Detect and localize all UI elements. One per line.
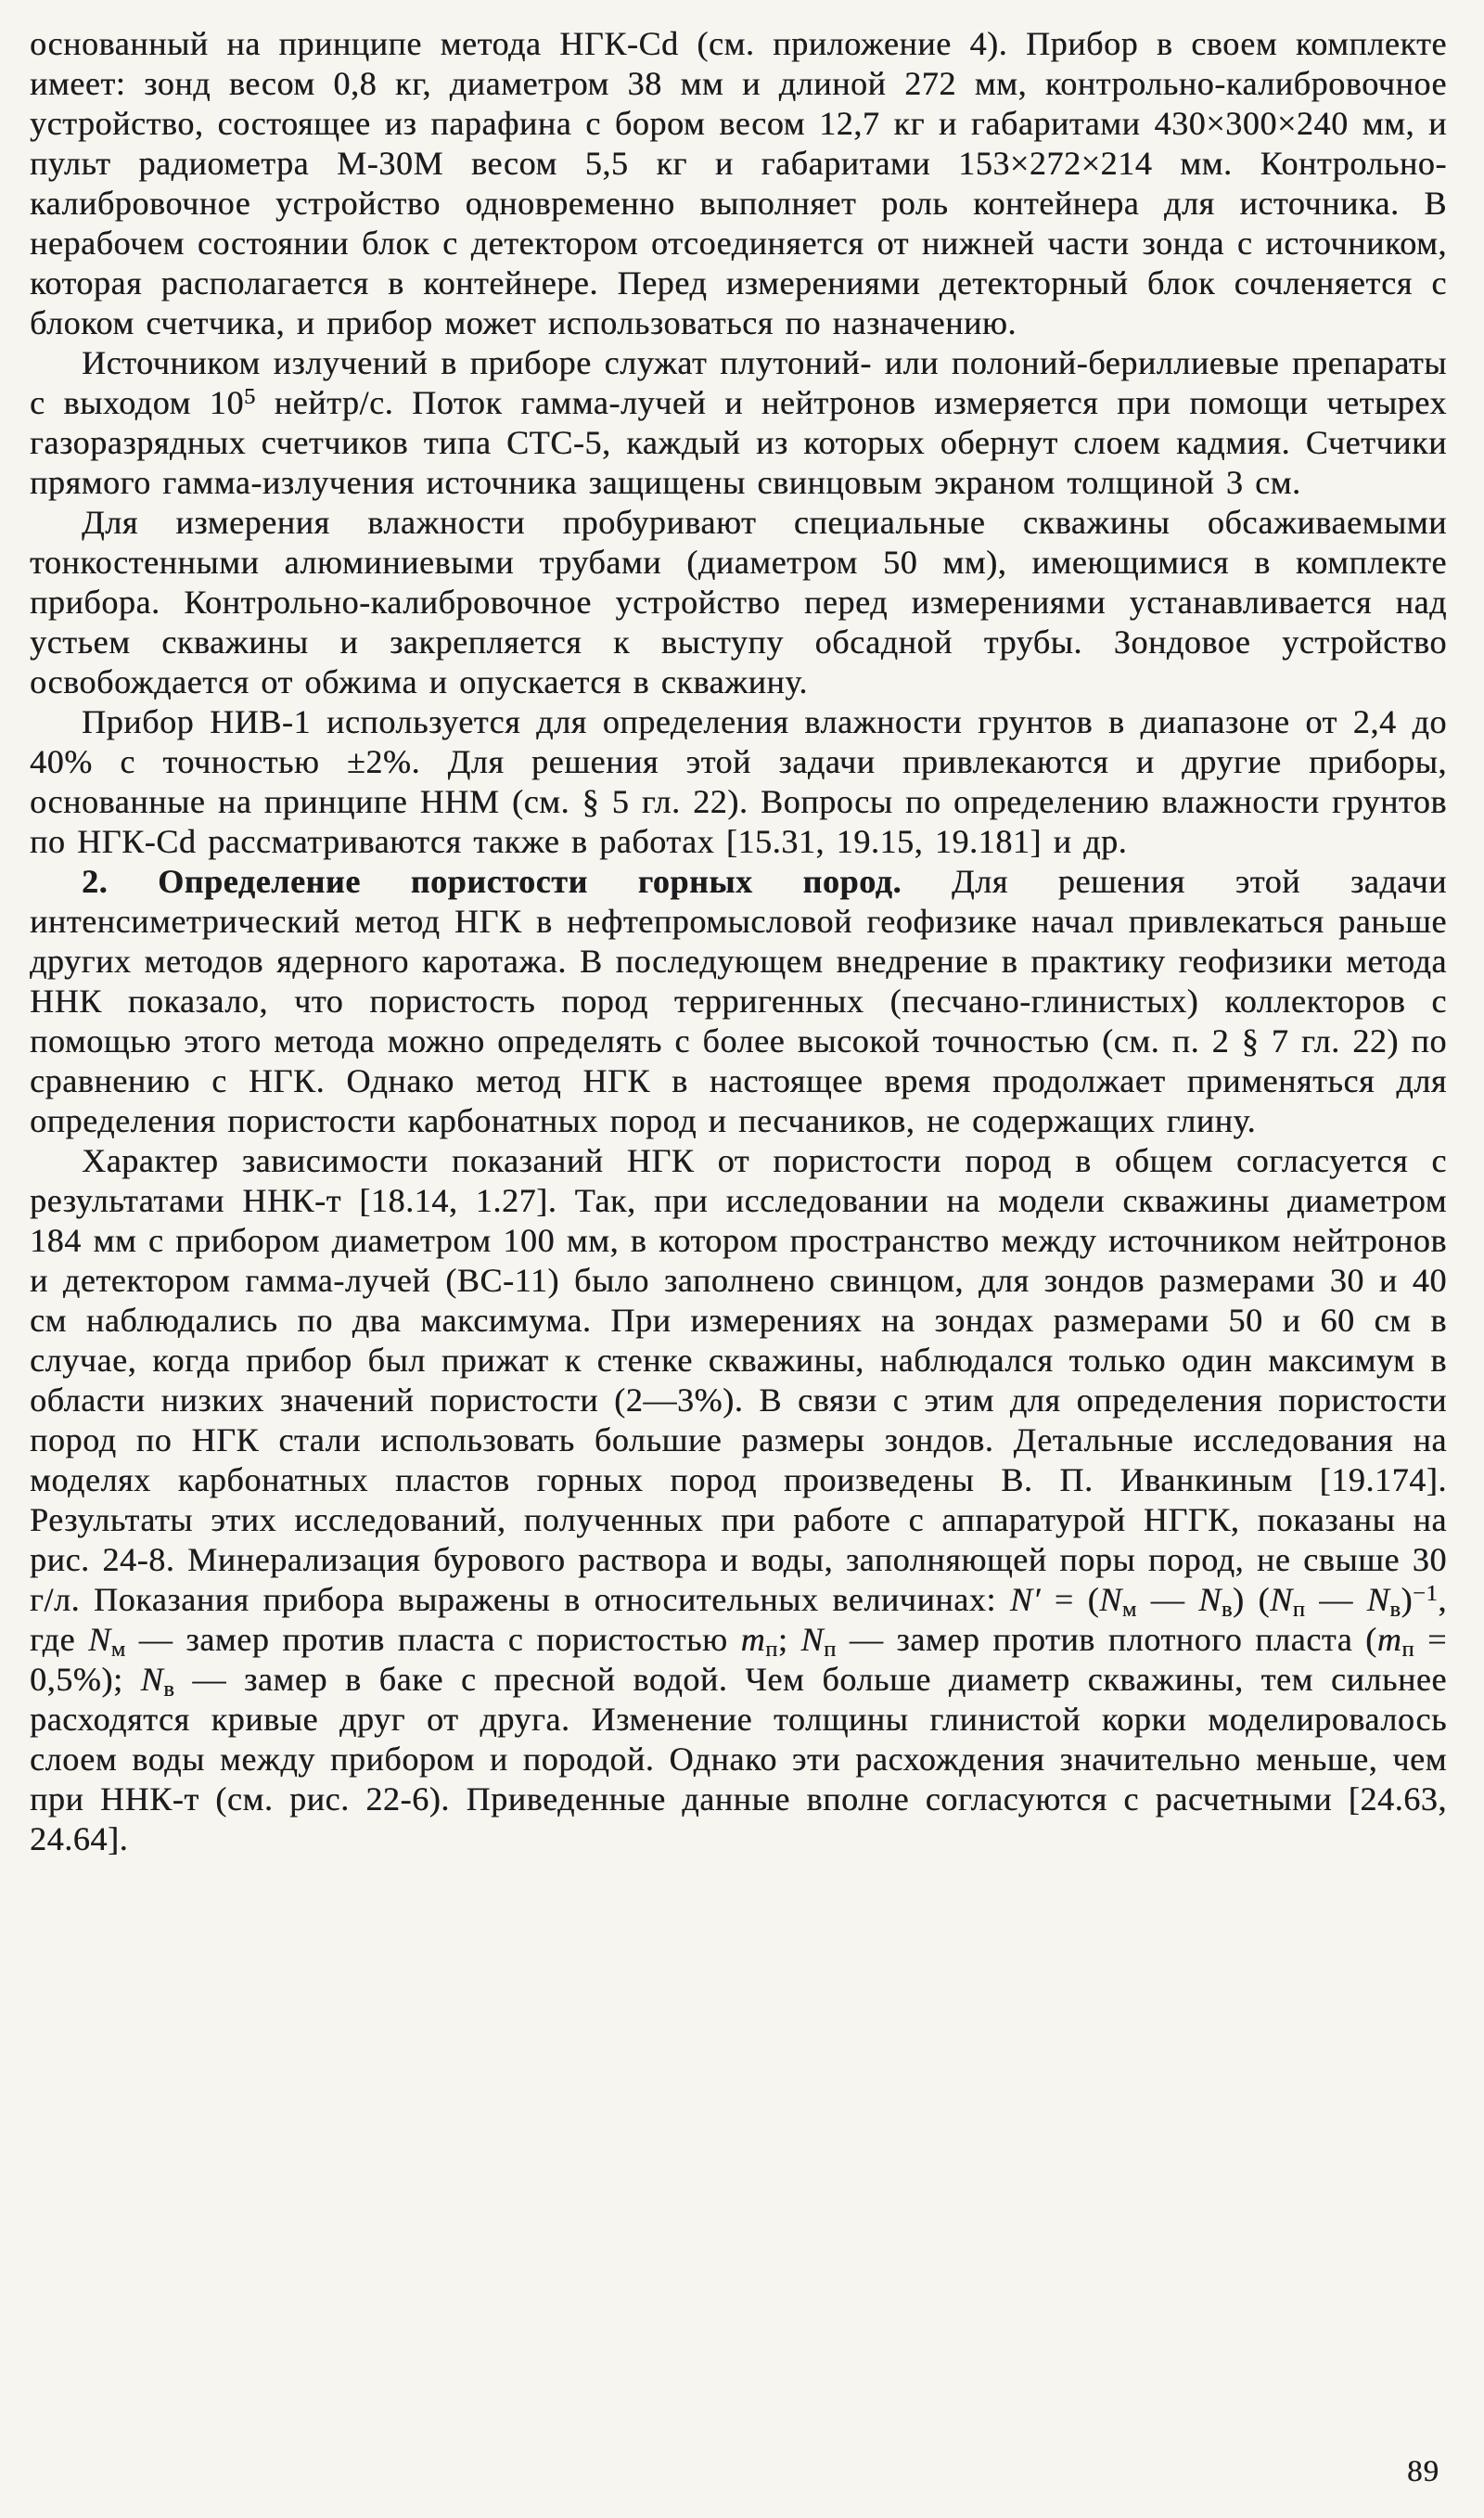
paragraph: Характер зависимости показаний НГК от пористости пород в общем согласуется с результатами ННК-т [18.14, 1.27]. Так, при исследовании на модели скважины диаметром 184 мм с прибором диаметром 100 мм, в котором пространство между источником нейтронов и детектором гамма-лучей (ВС-11) было заполнено свинцом, для зондов размерами 30 и 40 см наблюдались по два максимума. При измерениях на зондах размерами 50 и 60 см в случае, когда прибор был прижат к стенке скважины, наблюдался только один максимум в области низких значений пористости (2—3%). В связи с этим для определения пористости пород по НГК стали использовать большие размеры зондов. Детальные исследования на моделях карбонатных пластов горных пород произведены В. П. Иванкиным [19.174]. Результаты этих исследований, полученных при работе с аппаратурой НГГК, показаны на рис. 24-8. Минерализация бурового раствора и воды, заполняющей поры пород, не свыше 30 г/л. Показания прибора выражены в относительных величинах: $N' = (N_м$ — $N_в$) ($N_п$ — $N_в)^{-1}$, где $N_м$ — замер против пласта с пористостью $m_п$; $N_п$ — замер против плотного пласта $(m_п = 0,5\%)$; $N_в$ — замер в баке с пресной водой. Чем больше диаметр скважины, тем сильнее расходятся кривые друг от друга. Изменение толщины глинистой корки моделировалось слоем воды между прибором и породой. Однако эти расхождения значительно меньше, чем при ННК-т (см. рис. 22-6). Приведенные данные вполне согласуются с расчетными [24.63, 24.64].: [30, 1142, 1448, 1857]
text-block: [30, 24, 1447, 1859]
page-number: 89: [1407, 2455, 1439, 2488]
paragraph: Прибор НИВ-1 используется для определения влажности грунтов в диапазоне от 2,4 до 40% с точностью ±2%. Для решения этой задачи привлекаются и другие приборы, основанные на принципе ННМ (см. § 5 гл. 22). Вопросы по определению влажности грунтов по НГК-Cd рассматриваются также в работах [15.31, 19.15, 19.181] и др.: [30, 703, 1447, 860]
paragraph: Источником излучений в приборе служат плутоний- или полоний-бериллиевые препараты с выходом $10^5$ нейтр/с. Поток гамма-лучей и нейтронов измеряется при помощи четырех газоразрядных счетчиков типа СТС-5, каждый из которых обернут слоем кадмия. Счетчики прямого гамма-излучения источника защищены свинцовым экраном толщиной 3 см.: [30, 344, 1447, 501]
paragraph: основанный на принципе метода НГК-Cd (см. приложение 4). Прибор в своем комплекте имеет: зонд весом 0,8 кг, диаметром 38 мм и длиной 272 мм, контрольно-калибровочное устройство, состоящее из парафина с бором весом 12,7 кг и габаритами 430×300×240 мм, и пульт радиометра М-30М весом 5,5 кг и габаритами 153×272×214 мм. Контрольно-калибровочное устройство одновременно выполняет роль контейнера для источника. В нерабочем состоянии блок с детектором отсоединяется от нижней части зонда с источником, которая располагается в контейнере. Перед измерениями детекторный блок сочленяется с блоком счетчика, и прибор может использоваться по назначению.: [30, 25, 1447, 341]
paragraph: Для измерения влажности пробуривают специальные скважины обсаживаемыми тонкостенными алюминиевыми трубами (диаметром 50 мм), имеющимися в комплекте прибора. Контрольно-калибровочное устройство перед измерениями устанавливается над устьем скважины и закрепляется к выступу обсадной трубы. Зондовое устройство освобождается от обжима и опускается в скважину.: [30, 504, 1447, 700]
paragraph: 2. Определение пористости горных пород. Для решения этой задачи интенсиметрический метод НГК в нефтепромысловой геофизике начал привлекаться раньше других методов ядерного каротажа. В последующем внедрение в практику геофизики метода ННК показало, что пористость пород терригенных (песчано-глинистых) коллекторов с помощью этого метода можно определять с более высокой точностью (см. п. 2 § 7 гл. 22) по сравнению с НГК. Однако метод НГК в настоящее время продолжает применяться для определения пористости карбонатных пород и песчаников, не содержащих глину.: [30, 863, 1447, 1139]
